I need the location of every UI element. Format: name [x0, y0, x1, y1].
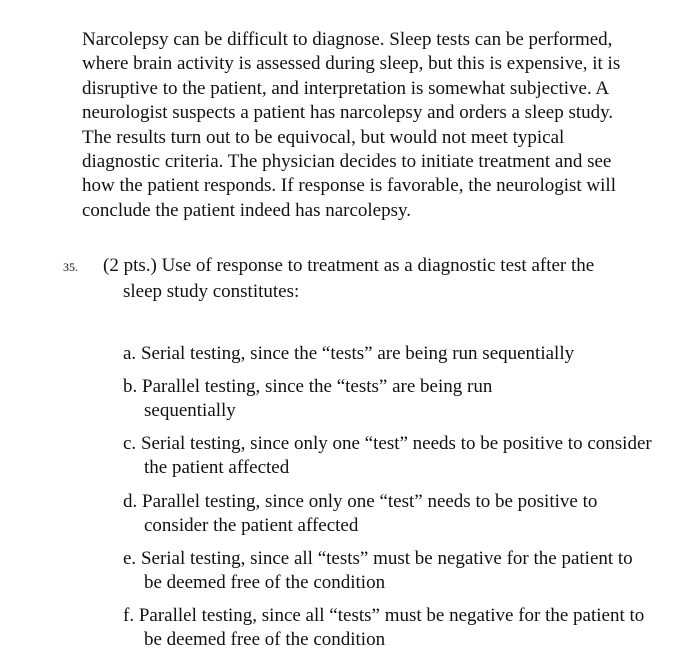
option-label: a. — [123, 343, 137, 364]
option-label: c. — [123, 433, 137, 454]
question-35 — [63, 254, 603, 304]
question-stem — [63, 254, 603, 304]
option-a[interactable] — [123, 342, 654, 366]
option-label: f. — [123, 605, 135, 626]
option-e[interactable] — [123, 547, 654, 595]
passage-text: Narcolepsy can be difficult to diagnose. Sleep tests can be performed, where brain activity is assessed during sleep, but this is expensive, it is disruptive to the patient, and interpretation is somewhat subjective. A neurologist suspects a patient has narcolepsy and orders a sleep study. The results turn out to be equivocal, but would not meet typical diagnostic criteria. The physician decides to initiate treatment and see how the patient responds. If response is favorable, the neurologist will conclude the patient indeed has narcolepsy. — [82, 29, 621, 221]
option-label: b. — [123, 376, 138, 397]
option-text: Serial testing, since the “tests” are being run sequentially — [140, 343, 575, 364]
option-label: e. — [123, 548, 137, 569]
option-d[interactable] — [123, 490, 654, 538]
option-text: Serial testing, since all “tests” must be negative for the patient to be deemed free of the condition — [140, 548, 633, 593]
question-text: (2 pts.) Use of response to treatment as a diagnostic test after the sleep study constitutes: — [103, 255, 595, 302]
question-number: 35. — [63, 260, 78, 274]
option-text: Serial testing, since only one “test” needs to be positive to consider the patient affected — [140, 433, 652, 478]
option-b[interactable] — [123, 375, 564, 423]
option-f[interactable] — [123, 604, 654, 652]
option-text: Parallel testing, since only one “test” needs to be positive to consider the patient affected — [142, 491, 598, 536]
option-label: d. — [123, 491, 138, 512]
option-text: Parallel testing, since all “tests” must be negative for the patient to be deemed free of the condition — [138, 605, 645, 650]
option-c[interactable] — [123, 432, 654, 480]
option-text: Parallel testing, since the “tests” are being run sequentially — [142, 376, 493, 421]
